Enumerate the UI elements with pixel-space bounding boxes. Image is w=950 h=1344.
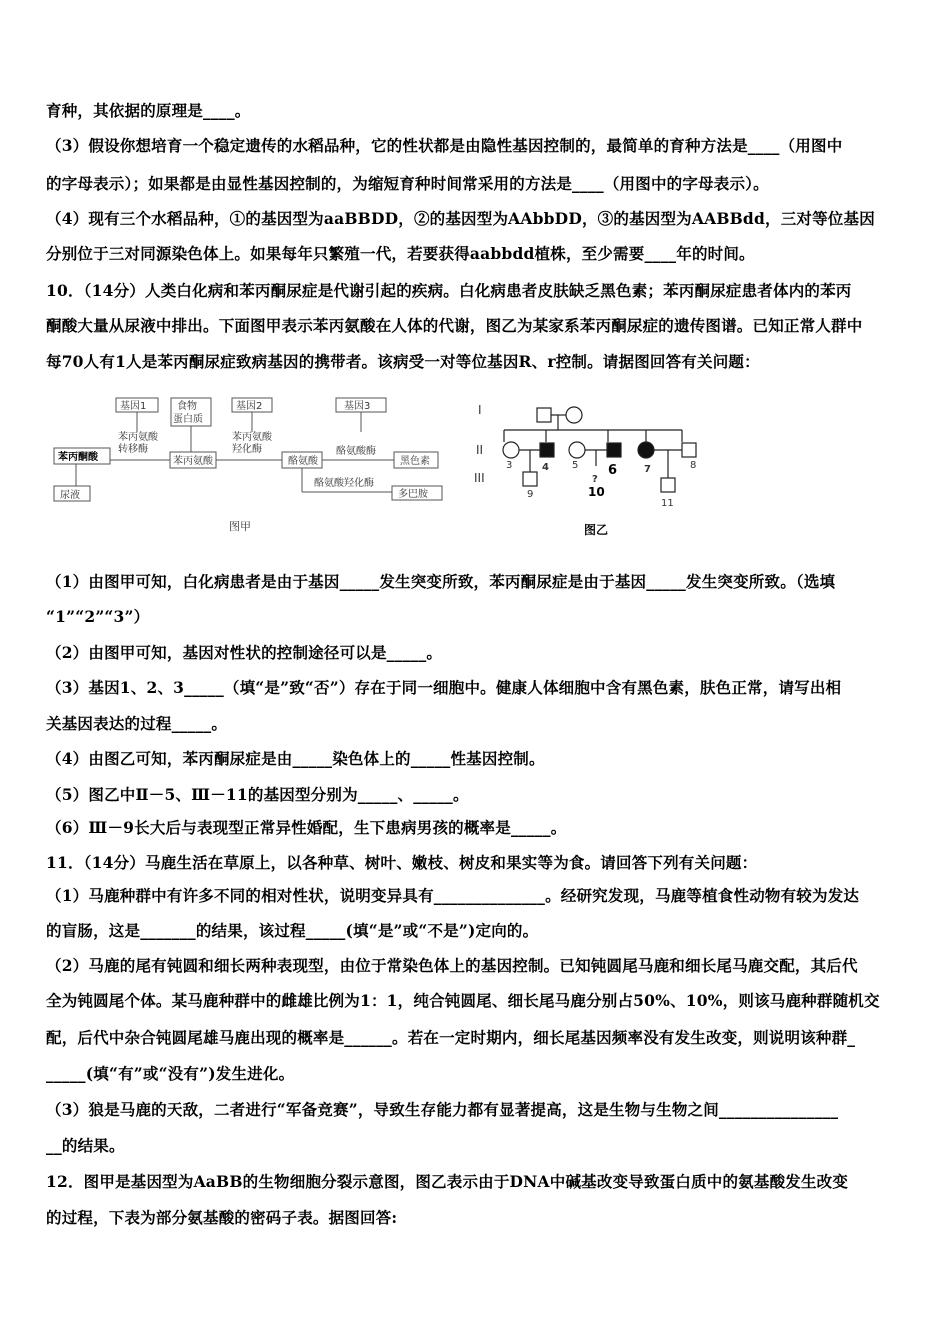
text-line: （4）现有三个水稻品种，①的基因型为aaBBDD，②的基因型为AAbbDD，③的基因型为AABBdd，三对等位基因 bbox=[46, 209, 875, 228]
text-line: （6）Ⅲ－9长大后与表现型正常异性婚配，生下患病男孩的概率是_____。 bbox=[46, 818, 567, 837]
text-line: （2）马鹿的尾有钝圆和细长两种表现型，由位于常染色体上的基因控制。已知钝圆尾马鹿和细长尾马鹿交配，其后代 bbox=[46, 956, 858, 975]
pedigree-num-5: 5 bbox=[572, 460, 579, 471]
text-line: 的过程，下表为部分氨基酸的密码子表。据图回答: bbox=[46, 1208, 398, 1227]
figure-svg bbox=[46, 392, 906, 554]
fig-b bbox=[503, 407, 696, 492]
text-line: （1）由图甲可知，白化病患者是由于基因_____发生突变所致，苯丙酮尿症是由于基因_____发生突变所致。（选填 bbox=[46, 572, 836, 591]
figures bbox=[46, 392, 906, 554]
text-line: （5）图乙中Ⅱ－5、Ⅲ－11的基因型分别为_____、_____。 bbox=[46, 785, 469, 804]
text-line: 11．（14分）马鹿生活在草原上，以各种草、树叶、嫩枝、树皮和果实等为食。请回答下列有关问题： bbox=[46, 853, 758, 872]
text-line: 每70人有1人是苯丙酮尿症致病基因的携带者。该病受一对等位基因R、r控制。请据图回答有关问题： bbox=[46, 352, 760, 371]
text-line: 的字母表示）；如果都是由显性基因控制的，为缩短育种时间常采用的方法是____（用图中的字母表示）。 bbox=[46, 174, 769, 193]
fig-a-tyr-hydroxylase: 酪氨酸羟化酶 bbox=[314, 478, 374, 489]
text-line: __的结果。 bbox=[46, 1136, 125, 1155]
gen-label-2: II bbox=[476, 443, 484, 457]
gen-label-3: III bbox=[474, 471, 485, 485]
text-line: 关基因表达的过程_____。 bbox=[46, 714, 228, 733]
fig-a-phenylpyruvate: 苯丙酮酸 bbox=[58, 452, 98, 463]
text-line: 分别位于三对同源染色体上。如果每年只繁殖一代，若要获得aabbdd植株，至少需要____年的时间。 bbox=[46, 244, 755, 263]
pedigree-num-6: 6 bbox=[608, 463, 618, 478]
text-line: （1）马鹿种群中有许多不同的相对性状，说明变异具有______________。经研究发现，马鹿等植食性动物有较为发达 bbox=[46, 886, 860, 905]
fig-a-enzyme2b: 羟化酶 bbox=[232, 444, 262, 455]
text-line: （2）由图甲可知，基因对性状的控制途径可以是_____。 bbox=[46, 643, 443, 662]
text-line: （3）假设你想培育一个稳定遗传的水稻品种，它的性状都是由隐性基因控制的，最简单的育种方法是____（用图中 bbox=[46, 136, 843, 155]
text-line: 全为钝圆尾个体。某马鹿种群中的雌雄比例为1：1，纯合钝圆尾、细长尾马鹿分别占50%、10%，则该马鹿种群随机交 bbox=[46, 991, 880, 1010]
text-line: 12．图甲是基因型为AaBB的生物细胞分裂示意图，图乙表示由于DNA中碱基改变导致蛋白质中的氨基酸发生改变 bbox=[46, 1172, 849, 1191]
text-line: 酮酸大量从尿液中排出。下面图甲表示苯丙氨酸在人体的代谢，图乙为某家系苯丙酮尿症的遗传图谱。已知正常人群中 bbox=[46, 316, 863, 335]
fig-a-food: 食物 bbox=[177, 401, 197, 412]
fig-a-enzyme1a: 苯丙氨酸 bbox=[118, 432, 158, 443]
pedigree-num-7: 7 bbox=[644, 464, 651, 475]
fig-a-phenylalanine: 苯丙氨酸 bbox=[173, 456, 213, 467]
pedigree-num-3: 3 bbox=[506, 460, 513, 471]
fig-a-enzyme1b: 转移酶 bbox=[118, 444, 148, 455]
text-line: 10．（14分）人类白化病和苯丙酮尿症是代谢引起的疾病。白化病患者皮肤缺乏黑色素；苯丙酮尿症患者体内的苯丙 bbox=[46, 281, 852, 300]
fig-a-tyrosinase: 酪氨酸酶 bbox=[336, 446, 376, 457]
text-line: 的盲肠，这是_______的结果，该过程_____(填“是”或“不是”)定向的。 bbox=[46, 921, 539, 940]
text-line: （3）基因1、2、3_____（填“是”致“否”）存在于同一细胞中。健康人体细胞中含有黑色素，肤色正常，请写出相 bbox=[46, 678, 842, 697]
fig-a-dopamine: 多巴胺 bbox=[398, 489, 428, 500]
pedigree-num-10: 10 bbox=[588, 485, 605, 499]
pedigree-question: ? bbox=[592, 474, 598, 485]
pedigree-num-11: 11 bbox=[661, 498, 674, 509]
fig-a-gene1: 基因1 bbox=[120, 401, 147, 412]
fig-a-enzyme2a: 苯丙氨酸 bbox=[232, 432, 272, 443]
fig-a-gene3: 基因3 bbox=[344, 401, 371, 412]
gen-label-1: I bbox=[478, 403, 482, 417]
fig-a-melanin: 黑色素 bbox=[400, 456, 430, 467]
fig-a-urine: 尿液 bbox=[60, 490, 80, 501]
fig-a-protein: 蛋白质 bbox=[173, 414, 203, 425]
text-line: 配，后代中杂合钝圆尾雄马鹿出现的概率是______。若在一定时期内，细长尾基因频率没有发生改变，则说明该种群_ bbox=[46, 1028, 856, 1047]
fig-a-tyrosine: 酪氨酸 bbox=[288, 456, 318, 467]
text-line: （3）狼是马鹿的天敌，二者进行“军备竞赛”，导致生存能力都有显著提高，这是生物与生物之间_______________ bbox=[46, 1100, 839, 1119]
fig-a-caption: 图甲 bbox=[229, 520, 251, 533]
text-line: 育种，其依据的原理是____。 bbox=[46, 101, 251, 120]
fig-b-caption: 图乙 bbox=[584, 523, 609, 537]
pedigree-num-9: 9 bbox=[527, 489, 534, 500]
pedigree-num-4: 4 bbox=[542, 462, 549, 473]
text-line: _____(填“有”或“没有”)发生进化。 bbox=[46, 1064, 295, 1083]
text-line: “1”“2”“3”） bbox=[46, 607, 150, 626]
text-line: （4）由图乙可知，苯丙酮尿症是由_____染色体上的_____性基因控制。 bbox=[46, 749, 545, 768]
pedigree-num-8: 8 bbox=[690, 460, 697, 471]
fig-a-gene2: 基因2 bbox=[236, 401, 263, 412]
